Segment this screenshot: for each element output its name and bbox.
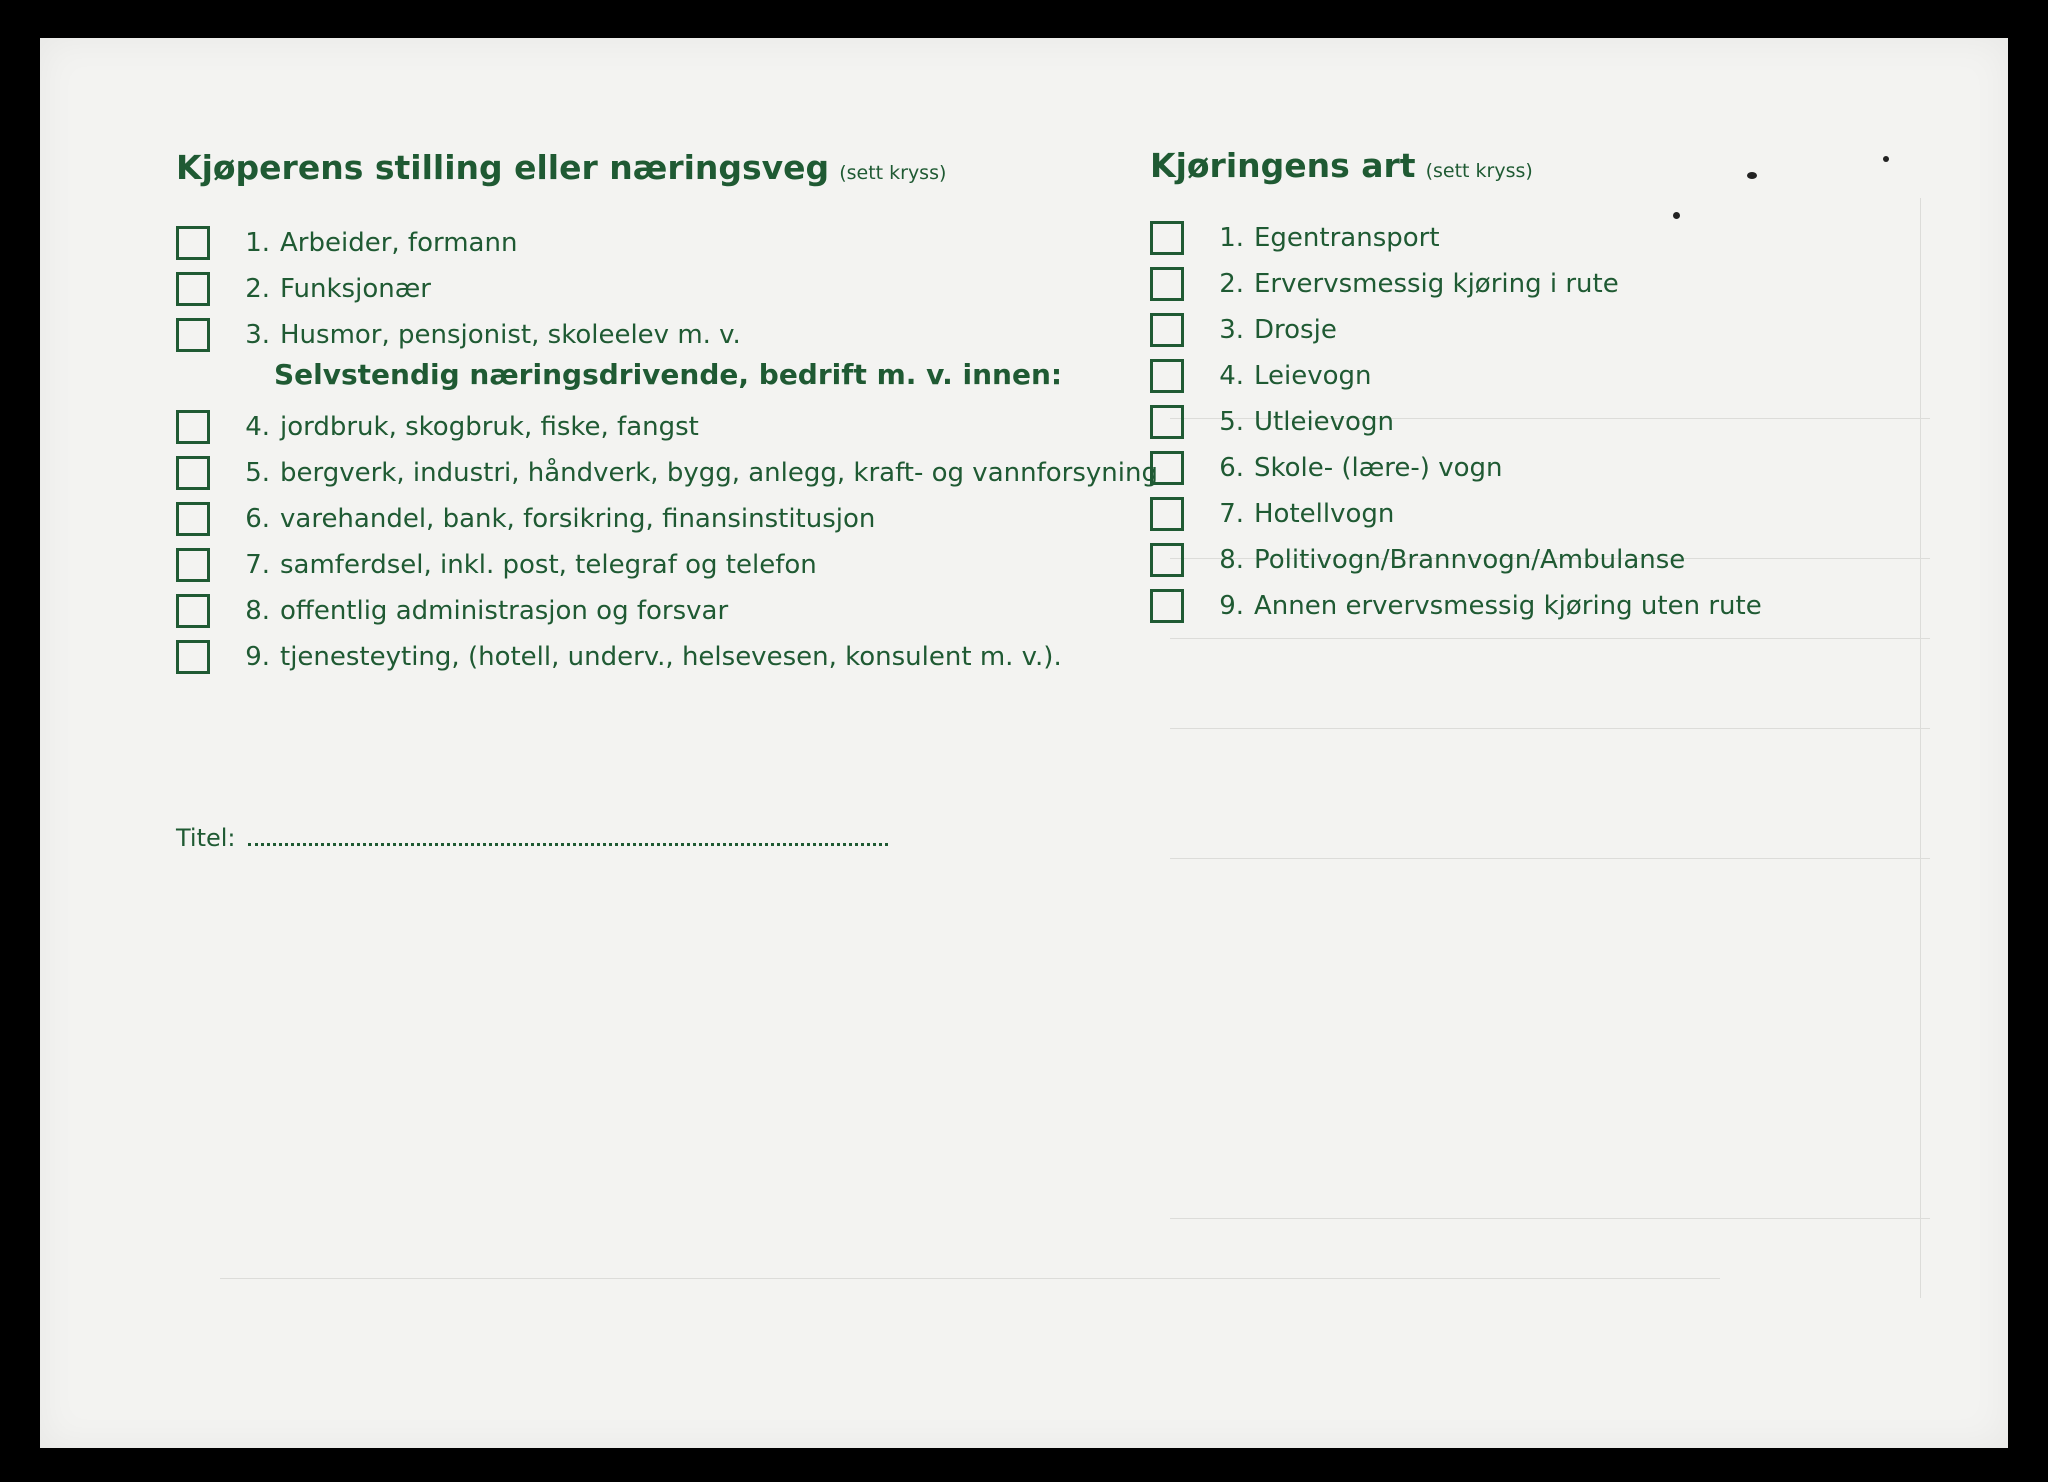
checkbox[interactable] xyxy=(176,594,210,628)
kjoring-option-3[interactable] xyxy=(1150,310,1337,350)
option-number: 2. xyxy=(245,274,270,304)
ink-speck xyxy=(1673,212,1680,219)
option-number: 3. xyxy=(245,320,270,350)
titel-field[interactable] xyxy=(176,824,888,852)
stilling-option-9[interactable] xyxy=(176,637,1062,677)
checkbox[interactable] xyxy=(1150,451,1184,485)
option-number: 6. xyxy=(1219,453,1244,483)
bleed-line xyxy=(1170,638,1930,639)
kjoring-option-8[interactable] xyxy=(1150,540,1685,580)
ink-speck xyxy=(1883,156,1889,162)
ink-speck xyxy=(1747,172,1757,179)
option-label: Husmor, pensjonist, skoleelev m. v. xyxy=(280,320,741,350)
stilling-option-4[interactable] xyxy=(176,407,699,447)
option-number: 8. xyxy=(245,596,270,626)
option-label: Egentransport xyxy=(1254,223,1440,253)
checkbox[interactable] xyxy=(176,640,210,674)
checkbox[interactable] xyxy=(1150,267,1184,301)
kjoring-option-2[interactable] xyxy=(1150,264,1619,304)
checkbox[interactable] xyxy=(176,456,210,490)
bleed-line xyxy=(1170,728,1930,729)
option-number: 6. xyxy=(245,504,270,534)
bleed-line xyxy=(1920,198,1921,1298)
option-label: offentlig administrasjon og forsvar xyxy=(280,596,729,626)
option-label: Arbeider, formann xyxy=(280,228,518,258)
checkbox[interactable] xyxy=(176,502,210,536)
option-number: 9. xyxy=(1219,591,1244,621)
option-label: Funksjonær xyxy=(280,274,431,304)
stilling-option-7[interactable] xyxy=(176,545,817,585)
option-label: Skole- (lære-) vogn xyxy=(1254,453,1503,483)
option-label: samferdsel, inkl. post, telegraf og telefon xyxy=(280,550,817,580)
kjoring-option-9[interactable] xyxy=(1150,586,1762,626)
stilling-option-5[interactable] xyxy=(176,453,1158,493)
option-number: 1. xyxy=(245,228,270,258)
kjoring-option-4[interactable] xyxy=(1150,356,1372,396)
self-employed-subheading: Selvstendig næringsdrivende, bedrift m. v. innen: xyxy=(274,358,1063,391)
option-label: Annen ervervsmessig kjøring uten rute xyxy=(1254,591,1762,621)
checkbox[interactable] xyxy=(1150,359,1184,393)
checkbox[interactable] xyxy=(176,318,210,352)
option-number: 5. xyxy=(1219,407,1244,437)
bleed-line xyxy=(1170,858,1930,859)
option-number: 1. xyxy=(1219,223,1244,253)
kjoring-option-1[interactable] xyxy=(1150,218,1440,258)
option-label: Utleievogn xyxy=(1254,407,1394,437)
option-label: tjenesteyting, (hotell, underv., helsevesen, konsulent m. v.). xyxy=(280,642,1062,672)
option-number: 7. xyxy=(245,550,270,580)
stilling-option-8[interactable] xyxy=(176,591,728,631)
checkbox[interactable] xyxy=(1150,313,1184,347)
option-label: jordbruk, skogbruk, fiske, fangst xyxy=(280,412,699,442)
checkbox[interactable] xyxy=(1150,221,1184,255)
kjoring-option-6[interactable] xyxy=(1150,448,1503,488)
checkbox[interactable] xyxy=(176,272,210,306)
form-sheet xyxy=(40,38,2008,1448)
left-section-title xyxy=(176,148,946,187)
checkbox[interactable] xyxy=(176,410,210,444)
stilling-option-1[interactable] xyxy=(176,223,517,263)
option-number: 8. xyxy=(1219,545,1244,575)
stilling-option-3[interactable] xyxy=(176,315,741,355)
left-title-text: Kjøperens stilling eller næringsveg xyxy=(176,148,830,187)
option-label: Politivogn/Brannvogn/Ambulanse xyxy=(1254,545,1686,575)
checkbox[interactable] xyxy=(176,548,210,582)
stilling-option-2[interactable] xyxy=(176,269,431,309)
option-number: 9. xyxy=(245,642,270,672)
option-label: Leievogn xyxy=(1254,361,1372,391)
option-label: Ervervsmessig kjøring i rute xyxy=(1254,269,1619,299)
option-label: Hotellvogn xyxy=(1254,499,1395,529)
option-number: 4. xyxy=(1219,361,1244,391)
option-label: varehandel, bank, forsikring, finansinstitusjon xyxy=(280,504,876,534)
option-number: 3. xyxy=(1219,315,1244,345)
checkbox[interactable] xyxy=(1150,589,1184,623)
checkbox[interactable] xyxy=(1150,543,1184,577)
bleed-line xyxy=(220,1278,1720,1279)
right-section-title xyxy=(1150,146,1533,185)
left-title-note: (sett kryss) xyxy=(839,162,947,184)
checkbox[interactable] xyxy=(176,226,210,260)
right-title-text: Kjøringens art xyxy=(1150,146,1416,185)
titel-dotted-line[interactable] xyxy=(248,831,888,846)
option-number: 5. xyxy=(245,458,270,488)
titel-label: Titel: xyxy=(176,824,236,852)
kjoring-option-7[interactable] xyxy=(1150,494,1394,534)
option-label: bergverk, industri, håndverk, bygg, anlegg, kraft- og vannforsyning xyxy=(280,458,1158,488)
right-title-note: (sett kryss) xyxy=(1425,160,1533,182)
option-number: 2. xyxy=(1219,269,1244,299)
option-number: 4. xyxy=(245,412,270,442)
option-number: 7. xyxy=(1219,499,1244,529)
checkbox[interactable] xyxy=(1150,405,1184,439)
bleed-line xyxy=(1170,1218,1930,1219)
option-label: Drosje xyxy=(1254,315,1337,345)
stilling-option-6[interactable] xyxy=(176,499,875,539)
checkbox[interactable] xyxy=(1150,497,1184,531)
kjoring-option-5[interactable] xyxy=(1150,402,1394,442)
